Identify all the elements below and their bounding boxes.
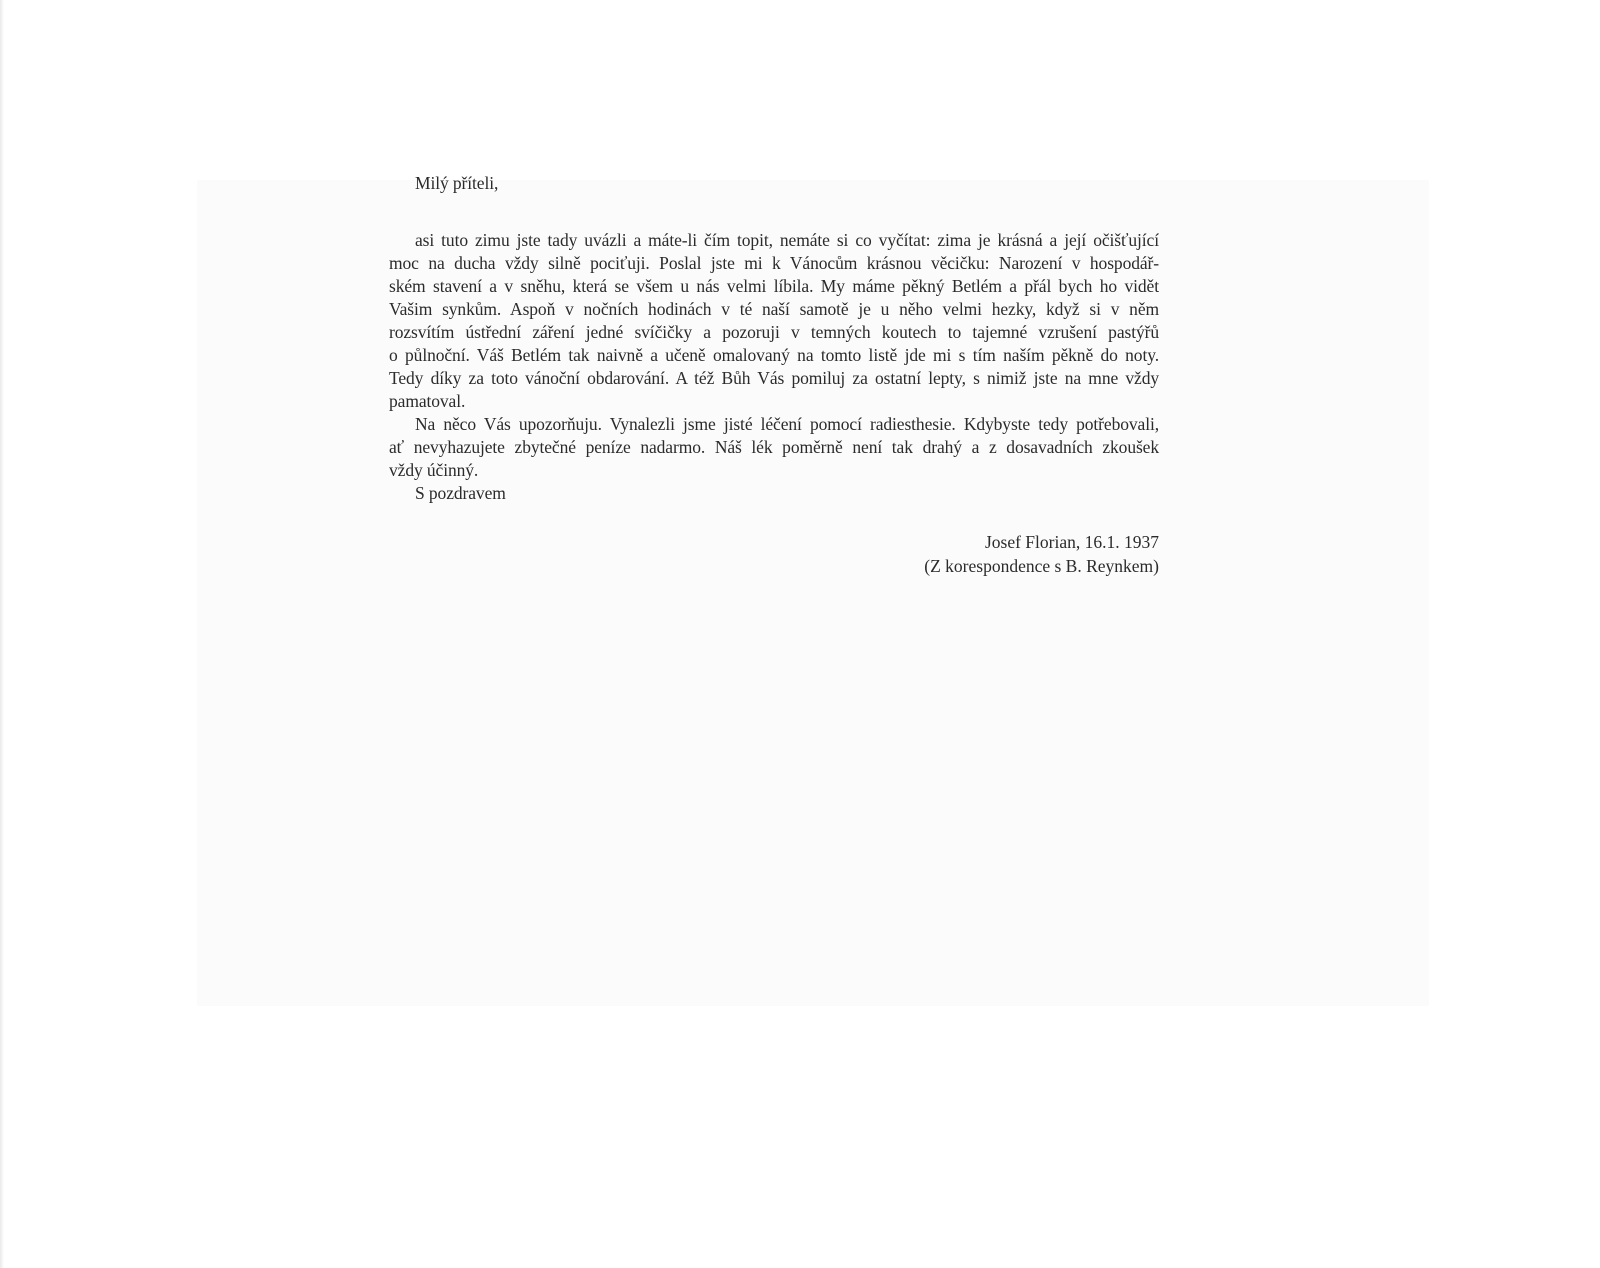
paragraph-line: Tedy díky za toto vánoční obdarování. A též Bůh Vás pomiluj za ostatní lepty, s nimiž jste na mne vždy <box>389 368 1159 388</box>
paragraph-2 <box>389 413 1159 482</box>
paragraph-line: Vašim synkům. Aspoň v nočních hodinách v té naší samotě je u něho velmi hezky, když si v něm <box>389 299 1159 319</box>
letter-salutation: Milý příteli, <box>415 173 499 193</box>
paragraph-line: rozsvítím ústřední záření jedné svíčičky a pozoruji v temných koutech to tajemné vzrušení pastýřů <box>389 322 1159 342</box>
paragraph-line: ať nevyhazujete zbytečné peníze nadarmo. Náš lék poměrně není tak drahý a z dosavadních zkoušek <box>389 437 1159 457</box>
paragraph-line: moc na ducha vždy silně pociťuji. Poslal jste mi k Vánocům krásnou věcičku: Narození v hospodář- <box>389 253 1159 273</box>
letter-body <box>389 172 1159 505</box>
signature-block <box>700 530 1159 578</box>
signature-line: Josef Florian, 16.1. 1937 <box>984 532 1159 552</box>
paragraph-line: pamatoval. <box>389 391 466 411</box>
letter-closing: S pozdravem <box>415 483 506 503</box>
paragraph-line: vždy účinný. <box>389 460 479 480</box>
paragraph-line: Na něco Vás upozorňuju. Vynalezli jsme jisté léčení pomocí radiesthesie. Kdybyste tedy potřebovali, <box>415 414 1159 434</box>
source-note: (Z korespondence s B. Reynkem) <box>924 556 1159 576</box>
paragraph-1 <box>389 229 1159 413</box>
paragraph-line: ském stavení a v sněhu, která se všem u nás velmi líbila. My máme pěkný Betlém a přál bych ho vidět <box>389 276 1159 296</box>
page-edge-shadow <box>0 0 4 1268</box>
paragraph-line: o půlnoční. Váš Betlém tak naivně a učeně omalovaný na tomto listě jde mi s tím naším pěkně do noty. <box>389 345 1159 365</box>
paragraph-line: asi tuto zimu jste tady uvázli a máte-li čím topit, nemáte si co vyčítat: zima je krásná a její očišťující <box>415 230 1159 250</box>
